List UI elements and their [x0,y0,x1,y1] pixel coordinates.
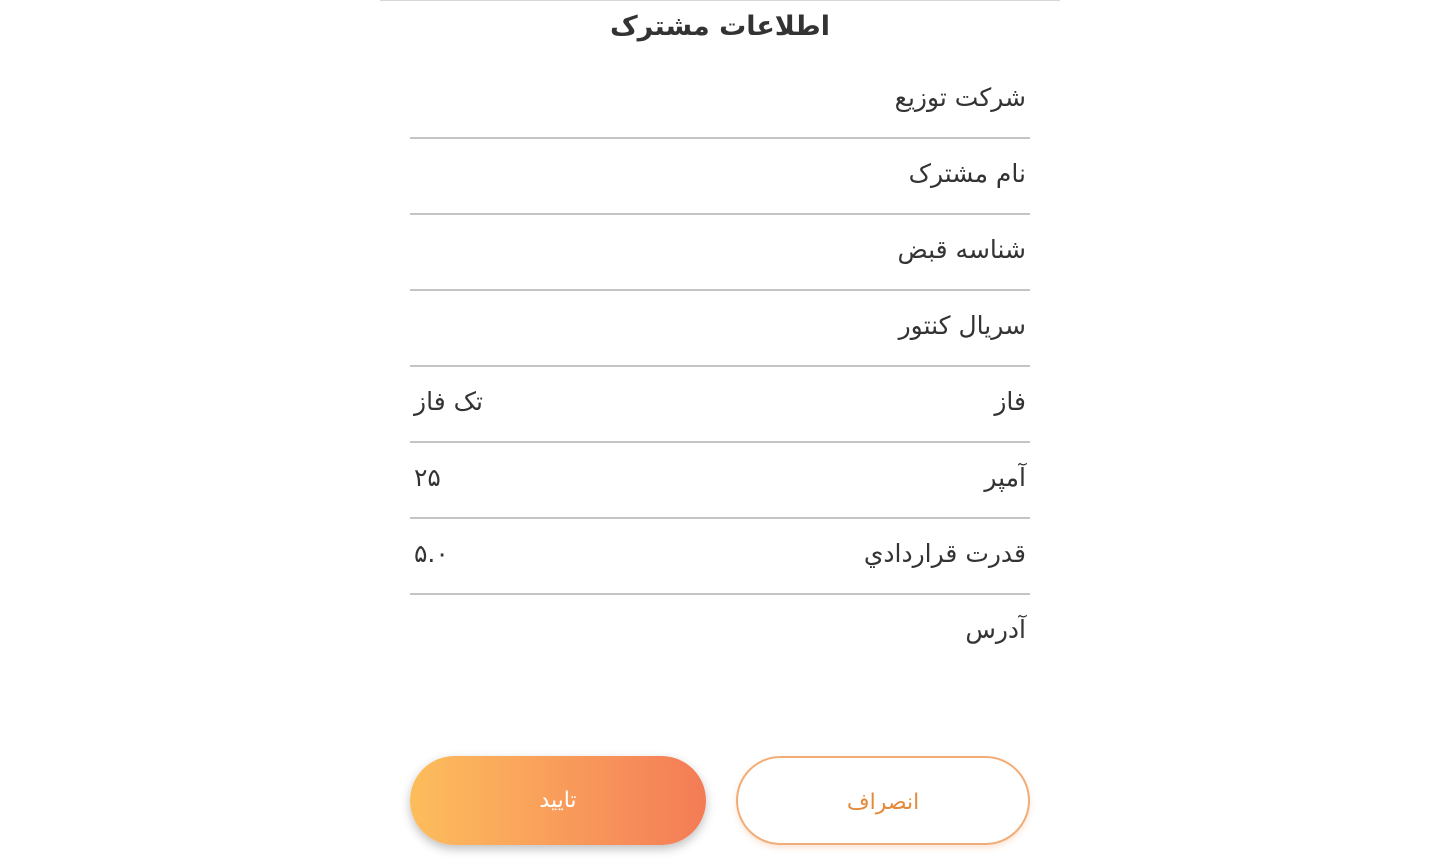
field-row-contract-power [410,519,1030,595]
field-label: آمپر [984,463,1026,492]
field-row-meter-serial [410,291,1030,367]
confirm-button[interactable]: تایید [410,756,706,845]
field-value: ۲۵ [414,463,441,492]
field-label: شناسه قبض [897,235,1026,264]
cancel-button[interactable]: انصراف [736,756,1030,845]
field-value: تک فاز [414,387,483,416]
dialog-title: اطلاعات مشترک [610,11,830,42]
field-row-bill-id [410,215,1030,291]
field-label: نام مشترک [908,159,1026,188]
field-label: فاز [994,387,1026,416]
subscriber-info-dialog [380,0,1060,868]
field-row-subscriber-name [410,139,1030,215]
field-row-ampere [410,443,1030,519]
field-value: ۵.۰ [414,539,449,568]
field-row-address [410,595,1030,671]
field-row-phase [410,367,1030,443]
field-label: شرکت توزیع [894,83,1026,112]
fields-list [410,63,1030,671]
field-label: قدرت قراردادي [863,539,1026,568]
field-row-distribution-company [410,63,1030,139]
field-label: آدرس [965,615,1026,644]
field-label: سریال کنتور [898,311,1026,340]
